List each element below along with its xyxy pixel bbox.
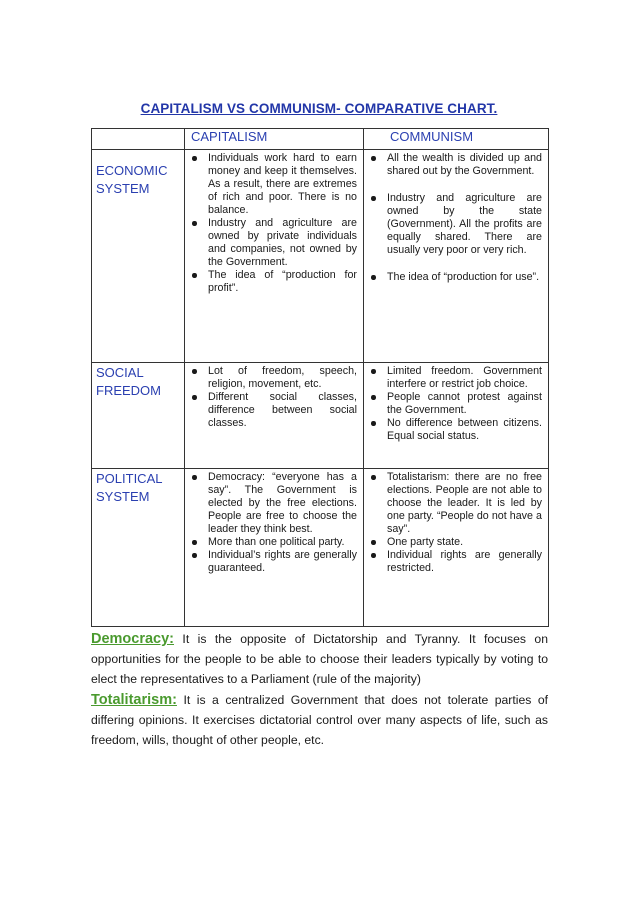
list-item: Industry and agriculture are owned by private individuals and companies, not owned by the Government. — [185, 217, 357, 269]
list-item: One party state. — [364, 536, 542, 549]
list-item: The idea of “production for use”. — [364, 271, 542, 284]
page-title: CAPITALISM VS COMMUNISM- COMPARATIVE CHART. — [140, 101, 498, 116]
bullet-icon — [192, 156, 197, 161]
list-item: More than one political party. — [185, 536, 357, 549]
table-header-row — [92, 129, 549, 150]
definition-term: Totalitarism: — [91, 692, 177, 708]
bullet-icon — [192, 553, 197, 558]
header-communism: COMMUNISM — [364, 129, 549, 150]
definition-text: It is the opposite of Dictatorship and Tyranny. It focuses on opportunities for the people to be able to choose their leaders typically by voting to elect the representatives to a Parliament (rule of the majority) — [91, 632, 548, 686]
bullet-icon — [192, 369, 197, 374]
bullet-icon — [192, 475, 197, 480]
row-label-social-freedom: SOCIAL FREEDOM — [92, 363, 185, 469]
bullet-icon — [371, 553, 376, 558]
table-row-economic-system — [92, 150, 549, 363]
bullet-icon — [371, 156, 376, 161]
list-item: Limited freedom. Government interfere or restrict job choice. — [364, 365, 542, 391]
list-item: Different social classes, difference between social classes. — [185, 391, 357, 430]
list-item: Democracy: “everyone has a say”. The Government is elected by the free elections. People are free to choose the leader they think best. — [185, 471, 357, 536]
list-item: People cannot protest against the Government. — [364, 391, 542, 417]
definition-text: It is a centralized Government that does not tolerate parties of differing opinions. It exercises dictatorial control over many aspects of life, such as freedom, wills, thought of other people, etc. — [91, 693, 548, 747]
table-row-political-system — [92, 469, 549, 627]
bullet-icon — [371, 369, 376, 374]
list-item: Industry and agriculture are owned by the state (Government). All the profits are equally shared. There are usually very poor or very rich. — [364, 192, 542, 257]
definition-term: Democracy: — [91, 631, 175, 647]
list-item: All the wealth is divided up and shared out by the Government. — [364, 152, 542, 178]
list-item: Totalistarism: there are no free elections. People are not able to choose the leader. It is led by one party. “People do not have a say”. — [364, 471, 542, 536]
row-label-political-system: POLITICAL SYSTEM — [92, 469, 185, 627]
bullet-icon — [192, 395, 197, 400]
cell-capitalism-social — [185, 363, 364, 469]
cell-communism-economic — [364, 150, 549, 363]
comparison-table — [91, 128, 549, 627]
list-item: Individual rights are generally restricted. — [364, 549, 542, 575]
list-item: Individuals work hard to earn money and keep it themselves. As a result, there are extremes of rich and poor. There is no balance. — [185, 152, 357, 217]
table-row-social-freedom — [92, 363, 549, 469]
bullet-icon — [371, 421, 376, 426]
bullet-icon — [192, 273, 197, 278]
bullet-icon — [192, 221, 197, 226]
definition-totalitarism — [91, 690, 548, 750]
bullet-icon — [371, 395, 376, 400]
list-item: Lot of freedom, speech, religion, movement, etc. — [185, 365, 357, 391]
bullet-icon — [192, 540, 197, 545]
bullet-icon — [371, 540, 376, 545]
bullet-icon — [371, 275, 376, 280]
cell-communism-social — [364, 363, 549, 469]
list-item: Individual’s rights are generally guaranteed. — [185, 549, 357, 575]
header-empty-cell — [92, 129, 185, 150]
row-label-economic-system: ECONOMIC SYSTEM — [92, 150, 185, 363]
cell-capitalism-political — [185, 469, 364, 627]
list-item: The idea of “production for profit”. — [185, 269, 357, 295]
bullet-icon — [371, 196, 376, 201]
list-item: No difference between citizens. Equal social status. — [364, 417, 542, 443]
cell-capitalism-economic — [185, 150, 364, 363]
definition-democracy — [91, 629, 548, 689]
bullet-icon — [371, 475, 376, 480]
header-capitalism: CAPITALISM — [185, 129, 364, 150]
cell-communism-political — [364, 469, 549, 627]
